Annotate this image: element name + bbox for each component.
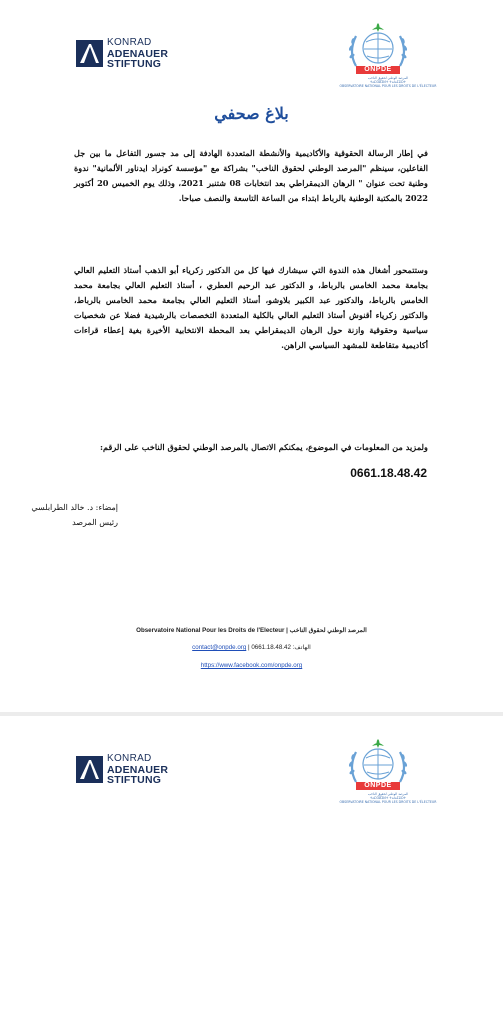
contact-phone-number: 0661.18.48.42: [350, 466, 427, 480]
signature-role: رئيس المرصد: [72, 518, 118, 527]
kas-logo-line2: ADENAUER: [107, 47, 169, 60]
onpde-subtitle-fr: OBSERVATOIRE NATIONAL POUR LES DROITS DE L'ÉLECTEUR: [339, 84, 437, 88]
kas-logo-mark-icon: [76, 40, 103, 67]
press-release-title: بلاغ صحفي: [214, 104, 289, 123]
onpde-subtitle-tz: ⵜⴰⵎⵙⴽⵉⵍⵜ ⵜⴰⵏⴰⵎⵓⵔⵜ: [369, 796, 407, 800]
paragraph-speakers-text: وستتمحور أشغال هذه الندوة التي سيشارك فيها كل من الدكتور زكرياء أبو الذهب أستاذ التعليم العالي بجامعة محمد الخامس بالرباط، و الدكتور عبد الرحيم العطري ، أستاذ التعليم العالي بجامعة محمد الخامس بالرباط، والدكتور عبد الكبير بلاوشو، أستاذ التعليم العالي بجامعة محمد الخامس بالرباط، والدكتور زكرياء أقنوش أستاذ التعليم العالي بالكلية المتعددة التخصصات بالرشيدية فضلا عن شخصيات سياسية وحقوقية وازنة حول الرهان الديمقراطي بعد المحطة الانتخابية الأخيرة بغية إعطاء قراءات أكاديمية متقاطعة للمشهد السياسي الراهن.: [74, 265, 428, 350]
kas-logo-line2: ADENAUER: [107, 763, 169, 776]
kas-logo-page2: [76, 754, 168, 786]
kas-logo-mark-icon: [76, 756, 103, 783]
onpde-subtitle-ar: المرصد الوطني لحقوق الناخب: [367, 792, 409, 796]
onpde-acronym: ONPDE: [356, 782, 400, 790]
onpde-logo: [339, 22, 437, 88]
footer-phone: | 0661.18.48.42 :الهاتف: [246, 644, 311, 651]
onpde-subtitle: [336, 792, 440, 804]
footer-facebook: [0, 662, 503, 669]
paragraph-contact: [74, 440, 428, 455]
footer-facebook-link[interactable]: https://www.facebook.com/onpde.org: [200, 662, 303, 669]
onpde-subtitle-tz: ⵜⴰⵎⵙⴽⵉⵍⵜ ⵜⴰⵏⴰⵎⵓⵔⵜ: [369, 80, 407, 84]
document-page-2: [0, 716, 503, 1024]
onpde-acronym: ONPDE: [356, 66, 400, 74]
kas-logo: [76, 38, 168, 70]
paragraph-intro: [74, 146, 428, 206]
onpde-subtitle: [336, 76, 440, 88]
onpde-logo-page2: [339, 738, 437, 804]
paragraph-contact-text: ولمزيد من المعلومات في الموضوع، يمكنكم الاتصال بالمرصد الوطني لحقوق الناخب على الرقم:: [99, 442, 428, 452]
footer-organization: Observatoire National Pour les Droits de l'Electeur | المرصد الوطني لحقوق الناخب: [136, 627, 367, 634]
paragraph-intro-text: في إطار الرسالة الحقوقية والأكاديمية والأنشطة المتعددة الهادفة إلى مد جسور التفاعل ما بين جل الفاعلين، سينظم "المرصد الوطني لحقوق الناخب" بشراكة مع "مؤسسة كونراد ايدناور الألمانية" ندوة وطنية تحت عنوان " الرهان الديمقراطي بعد انتخابات 08 شتنبر 2021، وذلك يوم الخميس 20 أكتوبر 2022 بالمكتبة الوطنية بالرباط ابتداء من الساعة التاسعة والنصف صباحا.: [74, 148, 428, 203]
kas-logo-line1: KONRAD: [107, 753, 152, 764]
onpde-subtitle-ar: المرصد الوطني لحقوق الناخب: [367, 76, 409, 80]
kas-logo-line3: STIFTUNG: [107, 58, 162, 70]
kas-logo-line3: STIFTUNG: [107, 774, 162, 786]
footer-contact: [0, 644, 503, 651]
paragraph-speakers: [74, 263, 428, 353]
kas-logo-line1: KONRAD: [107, 37, 152, 48]
footer-email-link[interactable]: contact@onpde.org: [192, 644, 247, 651]
onpde-subtitle-fr: OBSERVATOIRE NATIONAL POUR LES DROITS DE L'ÉLECTEUR: [339, 800, 437, 804]
signature-name: إمضاء: د. خالد الطرابلسي: [31, 503, 118, 512]
